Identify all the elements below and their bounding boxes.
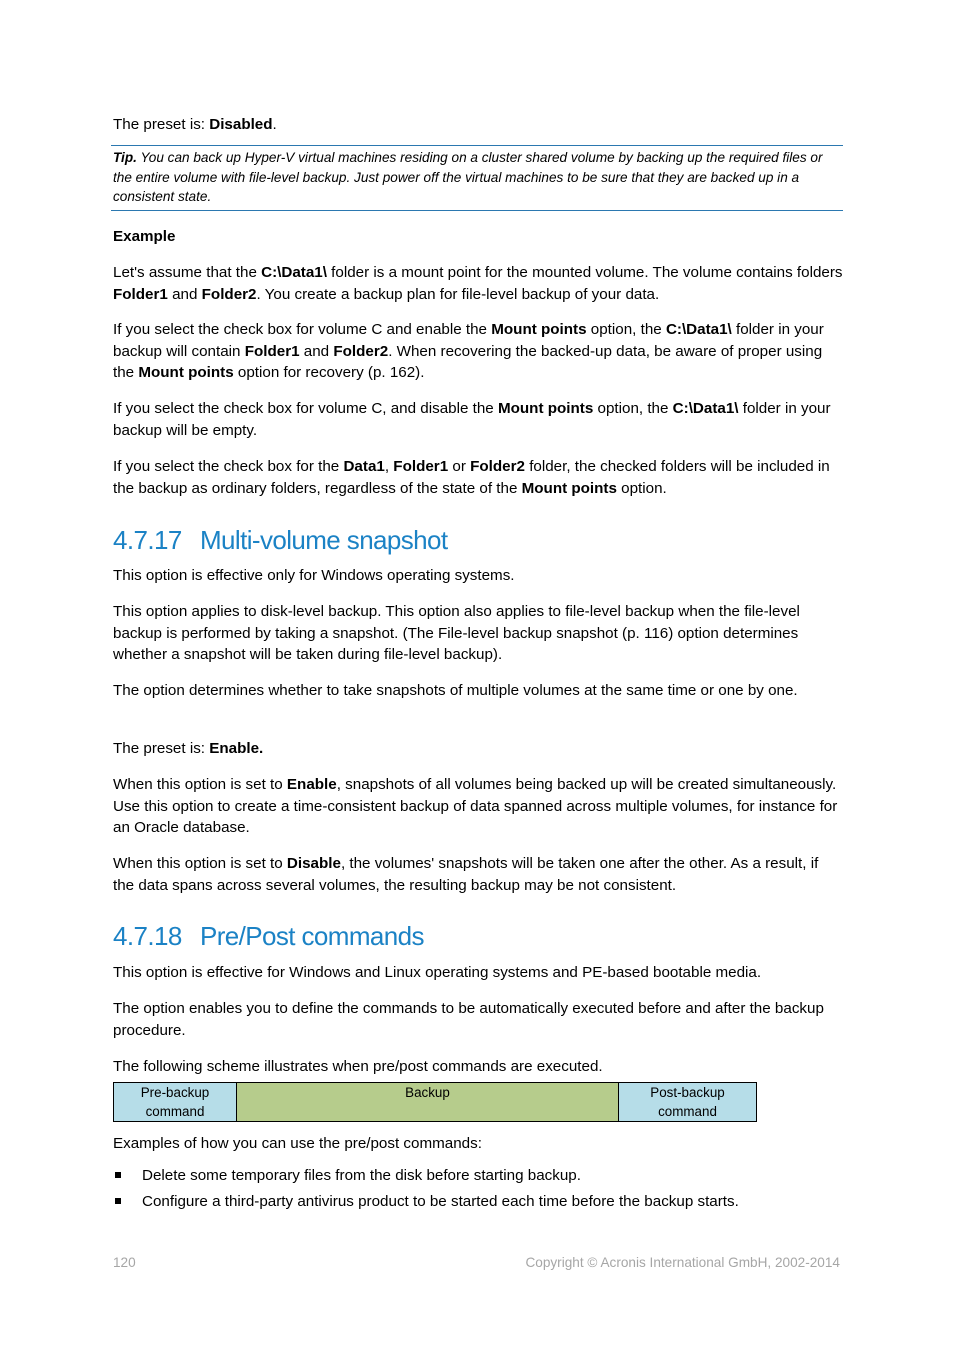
bold-text-run: Mount points (491, 321, 587, 338)
text-run: When this option is set to (113, 776, 287, 793)
text-run: and (167, 285, 202, 303)
bold-text-run: Folder2 (201, 285, 257, 303)
example-paragraph-1 (113, 262, 843, 305)
s17-paragraph-2 (113, 601, 843, 666)
scheme-backup-cell: Backup (237, 1083, 619, 1121)
example-paragraph-2 (113, 319, 843, 384)
section-heading-multi-volume-snapshot (113, 525, 843, 555)
s17-paragraph-6 (113, 853, 843, 896)
text-run: or (448, 458, 471, 475)
text-run: Let's assume that the (113, 264, 262, 281)
text-run: . When recovering the backed-up data, be aware of proper using the (113, 342, 823, 381)
example-paragraph-4 (113, 456, 843, 499)
text-run: option, the (586, 321, 666, 338)
s17-paragraph-4 (113, 738, 843, 760)
example-heading: Example (113, 228, 176, 245)
text-run: The following scheme illustrates when pre/post commands are executed. (113, 1058, 603, 1075)
s17-paragraph-3 (113, 680, 843, 702)
section-number: 4.7.17 (113, 525, 182, 555)
tip-text: You can back up Hyper-V virtual machines residing on a cluster shared volume by backing up the required files or the entire volume with file-level backup. Just power off the virtual machines to be sure that they are backed up in a consistent state. (113, 150, 823, 205)
text-run: and (299, 342, 334, 360)
text-run: folder is a mount point for the mounted volume. The volume contains folders (326, 264, 843, 281)
s18-paragraph-2 (113, 998, 843, 1041)
text-run: The option enables you to define the commands to be automatically executed before and after the backup procedure. (113, 1000, 824, 1039)
list-item: Delete some temporary files from the disk before starting backup. (113, 1165, 843, 1191)
s18-paragraph-3 (113, 1056, 843, 1078)
text-run: Examples of how you can use the pre/post commands: (113, 1135, 482, 1152)
square-bullet-icon (115, 1198, 121, 1204)
footer-page-number: 120 (113, 1255, 136, 1270)
bold-text-run: Folder1 (393, 458, 449, 475)
s17-paragraph-5 (113, 774, 843, 839)
text-run: folder in your backup will be empty. (113, 400, 831, 439)
bold-text-run: Mount points (497, 400, 594, 417)
text-run: , the volumes' snapshots will be taken one after the other. As a result, if the data spans across several volumes, the resulting backup may be not consistent. (113, 855, 819, 894)
bold-text-run: Folder1 (113, 285, 168, 303)
tip-box (111, 145, 843, 211)
list-item: Configure a third-party antivirus product to be started each time before the backup starts. (113, 1191, 843, 1217)
bold-text-run: C:\Data1\ (665, 321, 732, 338)
square-bullet-icon (115, 1172, 121, 1178)
text-run: . You create a backup plan for file-level backup of your data. (256, 285, 660, 303)
bold-text-run: Data1 (343, 458, 385, 475)
tip-label: Tip. (113, 150, 137, 165)
section-title: Multi-volume snapshot (200, 525, 448, 555)
text-run: option for recovery (p. 162). (233, 364, 425, 381)
text-run: If you select the check box for volume C and enable the (113, 321, 492, 338)
text-run: , (384, 458, 394, 475)
scheme-pre-backup-cell: Pre-backup command (114, 1083, 237, 1121)
bold-text-run: Enable (286, 776, 337, 793)
bold-text-run: Mount points (521, 479, 617, 497)
s18-paragraph-4 (113, 1133, 843, 1155)
scheme-post-backup-cell: Post-backup command (619, 1083, 756, 1121)
section-number: 4.7.18 (113, 921, 182, 951)
text-run: If you select the check box for volume C, and disable the (113, 400, 498, 417)
bold-text-run: Disable (286, 855, 341, 872)
footer-copyright: Copyright © Acronis International GmbH, 2002-2014 (525, 1255, 840, 1270)
text-run: This option is effective only for Windows operating systems. (113, 567, 515, 584)
bold-text-run: Folder2 (470, 458, 525, 475)
bold-text-run: C:\Data1\ (261, 264, 327, 281)
text-run: The preset is: (113, 740, 210, 757)
section-title: Pre/Post commands (200, 921, 424, 951)
text-run: When this option is set to (113, 855, 287, 872)
section-heading-pre-post-commands (113, 921, 843, 951)
example-paragraph-3 (113, 398, 843, 441)
text-run: , snapshots of all volumes being backed up will be created simultaneously. Use this option to create a time-consistent backup of data spanned across multiple volumes, for instance for an Oracle database. (113, 776, 838, 836)
bold-text-run: Enable. (209, 740, 264, 757)
preset-line: The preset is: Disabled. (113, 116, 277, 133)
bold-text-run: Folder1 (244, 342, 300, 360)
text-run: If you select the check box for the (113, 458, 344, 475)
bold-text-run: Folder2 (333, 342, 389, 360)
pre-post-scheme-diagram (113, 1082, 757, 1122)
text-run: The option determines whether to take snapshots of multiple volumes at the same time or one by one. (113, 682, 798, 699)
text-run: option. (616, 479, 667, 497)
text-run: option, the (593, 400, 673, 417)
s18-paragraph-1 (113, 962, 843, 984)
examples-bullet-list (113, 1165, 843, 1217)
bold-text-run: Mount points (138, 364, 234, 381)
s17-paragraph-1 (113, 565, 843, 587)
text-run: This option applies to disk-level backup. This option also applies to file-level backup when the file-level backup is performed by taking a snapshot. (The File-level backup snapshot (p. 116) option determines whether a snapshot will be taken during file-level backup). (113, 603, 800, 663)
text-run: folder, the checked folders will be included in the backup as ordinary folders, regardless of the state of the (113, 458, 830, 497)
text-run: This option is effective for Windows and Linux operating systems and PE-based bootable media. (113, 964, 762, 981)
text-run: folder in your backup will contain (113, 321, 824, 360)
bold-text-run: C:\Data1\ (672, 400, 739, 417)
